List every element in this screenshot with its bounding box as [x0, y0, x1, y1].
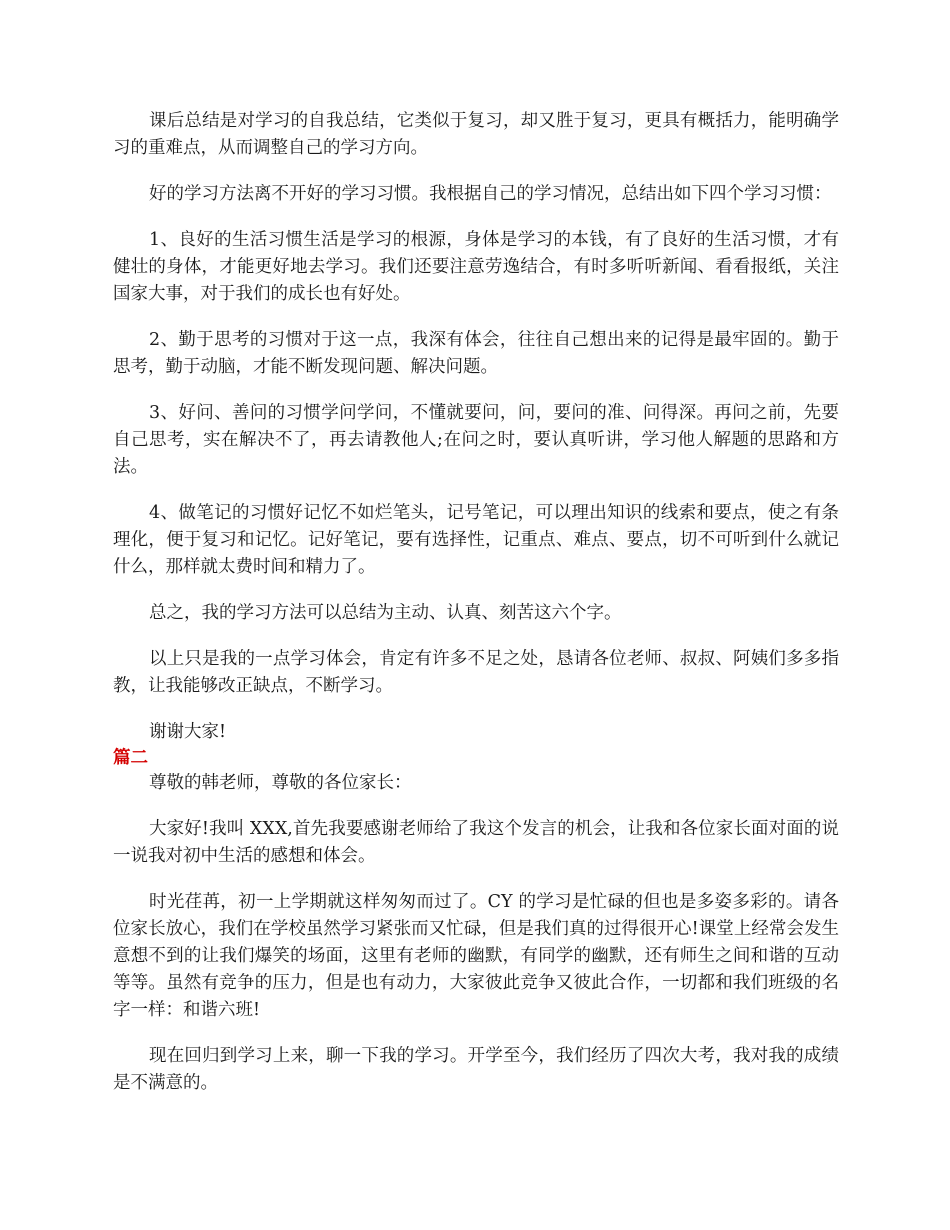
paragraph-habit-2: 2、勤于思考的习惯对于这一点，我深有体会，往往自己想出来的记得是最牢固的。勤于思考，勤于动脑，才能不断发现问题、解决问题。 — [113, 330, 839, 377]
paragraph-habit-1: 1、良好的生活习惯生活是学习的根源，身体是学习的本钱，有了良好的生活习惯，才有健壮的身体，才能更好地去学习。我们还要注意劳逸结合，有时多听听新闻、看看报纸，关注国家大事，对于我们的成长也有好处。 — [113, 230, 839, 304]
paragraph-thanks: 谢谢大家! — [149, 722, 227, 742]
paragraph-habit-4: 4、做笔记的习惯好记忆不如烂笔头，记号笔记，可以理出知识的线索和要点，使之有条理化，便于复习和记忆。记好笔记，要有选择性，记重点、难点、要点，切不可听到什么就记什么，那样就太费时间和精力了。 — [113, 503, 839, 577]
paragraph-conclusion: 总之，我的学习方法可以总结为主动、认真、刻苦这六个字。 — [149, 603, 622, 623]
paragraph-habit-3: 3、好问、善问的习惯学问学问，不懂就要问，问，要问的准、问得深。再问之前，先要自己思考，实在解决不了，再去请教他人;在问之时，要认真听讲，学习他人解题的思路和方法。 — [113, 403, 839, 477]
paragraph-school-life: 时光荏苒，初一上学期就这样匆匆而过了。CY 的学习是忙碌的但也是多姿多彩的。请各位家长放心，我们在学校虽然学习紧张而又忙碌，但是我们真的过得很开心!课堂上经常会发生意想不到的让我们爆笑的场面，这里有老师的幽默，有同学的幽默，还有师生之间和谐的互动等等。虽然有竞争的压力，但是也有动力，大家彼此竞争又彼此合作，一切都和我们班级的名字一样：和谐六班! — [113, 892, 839, 1020]
paragraph-study-review: 现在回归到学习上来，聊一下我的学习。开学至今，我们经历了四次大考，我对我的成绩是不满意的。 — [113, 1046, 839, 1093]
document-page — [113, 108, 839, 1116]
section-heading: 篇二 — [113, 748, 148, 768]
paragraph-study-habits-intro: 好的学习方法离不开好的学习习惯。我根据自己的学习情况，总结出如下四个学习习惯： — [149, 184, 832, 204]
paragraph-salutation: 尊敬的韩老师，尊敬的各位家长： — [149, 773, 412, 793]
paragraph-review-summary: 课后总结是对学习的自我总结，它类似于复习，却又胜于复习，更具有概括力，能明确学习的重难点，从而调整自己的学习方向。 — [113, 111, 839, 158]
paragraph-greeting: 大家好!我叫 XXX,首先我要感谢老师给了我这个发言的机会，让我和各位家长面对面的说一说我对初中生活的感想和体会。 — [113, 819, 839, 866]
paragraph-request-guidance: 以上只是我的一点学习体会，肯定有许多不足之处，恳请各位老师、叔叔、阿姨们多多指教，让我能够改正缺点，不断学习。 — [113, 649, 839, 696]
